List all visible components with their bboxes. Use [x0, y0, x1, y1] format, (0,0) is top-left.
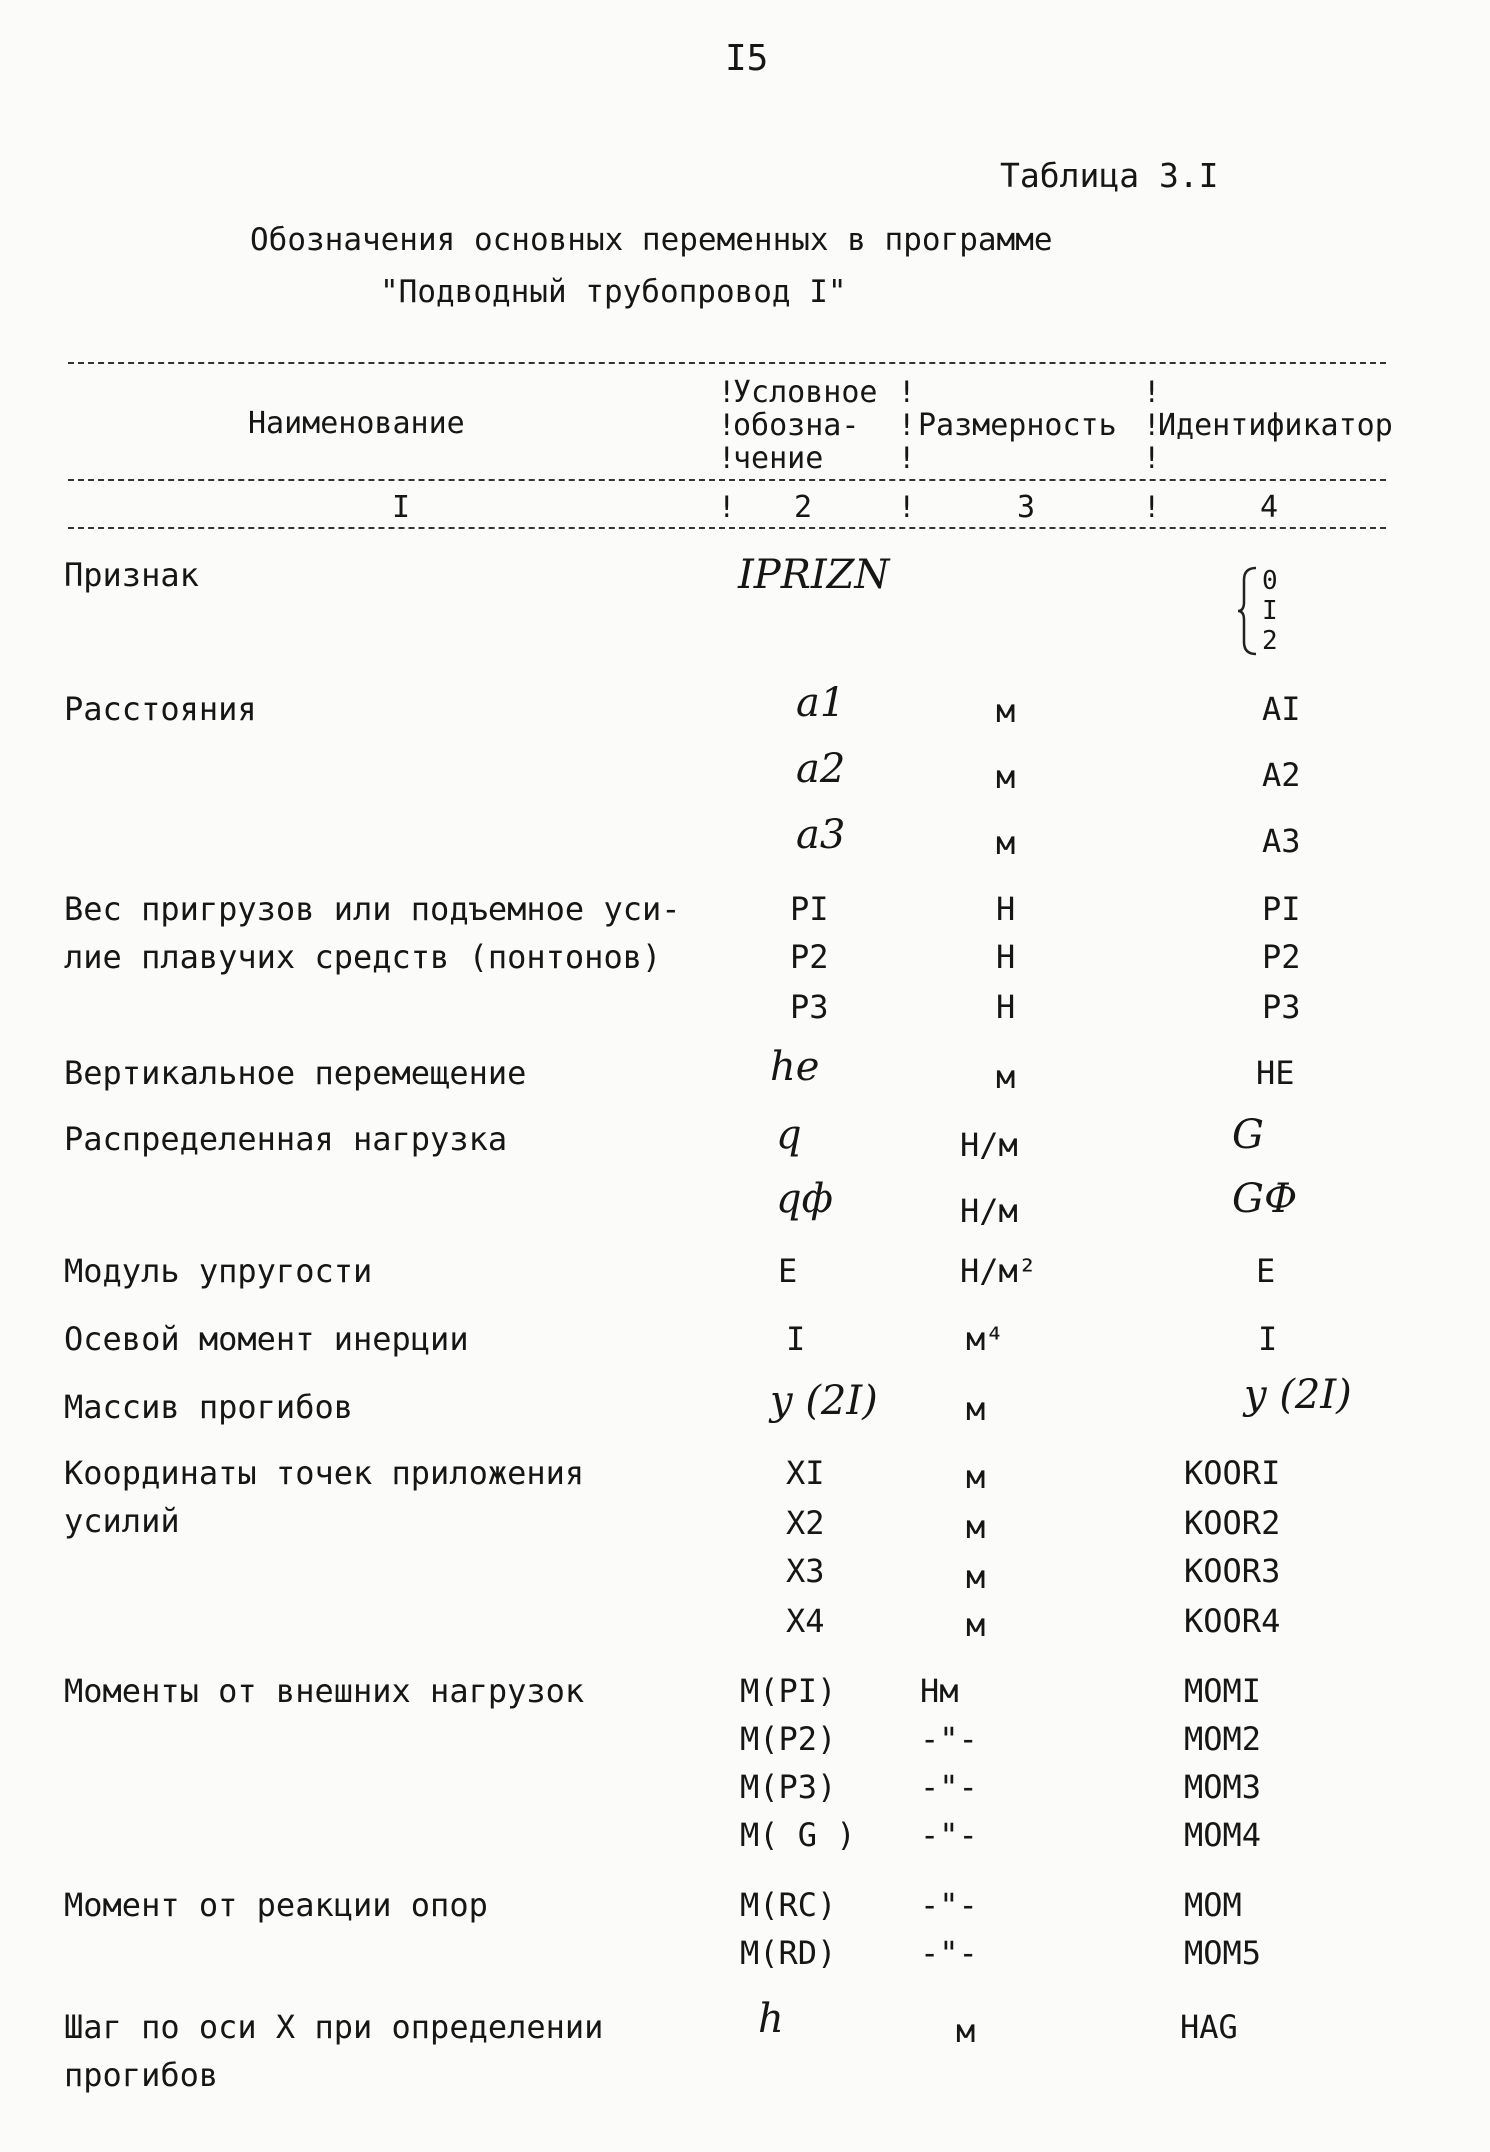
- symbol-x2: X2: [786, 1504, 825, 1542]
- unit-y: м: [966, 1390, 986, 1428]
- symbol-x4: X4: [786, 1602, 825, 1640]
- symbol-priznak: IPRIZN: [738, 552, 890, 598]
- header-bottom-rule: [68, 527, 1386, 529]
- header-unit: Размерность: [918, 408, 1117, 443]
- id-mom3: MOM3: [1184, 1768, 1262, 1806]
- id-p3: P3: [1262, 988, 1301, 1026]
- unit-he: м: [996, 1058, 1016, 1096]
- row-name-moment-in: Осевой момент инерции: [64, 1320, 469, 1358]
- table-title-line1: Обозначения основных переменных в программе: [250, 222, 1053, 258]
- row-name-koord-line1: Координаты точек приложения: [64, 1454, 585, 1492]
- unit-m-p1: Нм: [920, 1672, 959, 1710]
- symbol-m-rc: M(RC): [740, 1886, 837, 1924]
- page-number: I5: [725, 38, 769, 79]
- header-separator: !: [898, 441, 916, 475]
- table-title-line2: "Подводный трубопровод I": [380, 274, 847, 310]
- symbol-m-p3: M(P3): [740, 1768, 837, 1806]
- id-g: G: [1232, 1112, 1264, 1158]
- unit-qf: Н/м: [960, 1192, 1018, 1230]
- brace-icon: [1236, 566, 1258, 656]
- id-mom5: MOM5: [1184, 1934, 1262, 1972]
- brace-value: 0: [1262, 566, 1278, 596]
- header-top-rule: [68, 362, 1386, 364]
- header-separator: !: [718, 490, 736, 524]
- unit-i: м⁴: [966, 1320, 1005, 1358]
- symbol-p1: PI: [790, 890, 829, 928]
- id-e: E: [1256, 1252, 1276, 1290]
- header-separator: !: [1143, 408, 1161, 442]
- id-koor1: KOORI: [1184, 1454, 1281, 1492]
- id-he: HE: [1256, 1054, 1295, 1092]
- symbol-y: y (2I): [770, 1378, 878, 1424]
- symbol-q: q: [776, 1112, 802, 1158]
- unit-m-rc: -"-: [920, 1886, 978, 1924]
- unit-p1: Н: [996, 890, 1016, 928]
- unit-h: м: [956, 2012, 976, 2050]
- id-mom: MOM: [1184, 1886, 1242, 1924]
- symbol-p2: P2: [790, 938, 829, 976]
- symbol-he: he: [770, 1044, 820, 1090]
- row-name-shag-line1: Шаг по оси X при определении: [64, 2008, 604, 2046]
- id-mom1: MOMI: [1184, 1672, 1262, 1710]
- id-gf: GФ: [1232, 1176, 1298, 1222]
- id-p1: PI: [1262, 890, 1301, 928]
- header-name: Наименование: [248, 406, 465, 441]
- id-mom4: MOM4: [1184, 1816, 1262, 1854]
- header-symbol-l3: чение: [733, 441, 824, 476]
- brace-value: 2: [1262, 626, 1278, 656]
- symbol-e: E: [778, 1252, 798, 1290]
- symbol-a3: a3: [796, 812, 846, 858]
- row-name-ves-line2: лие плавучих средств (понтонов): [64, 938, 662, 976]
- header-separator: !: [718, 375, 736, 409]
- row-name-raspr: Распределенная нагрузка: [64, 1120, 508, 1158]
- unit-m-rd: -"-: [920, 1934, 978, 1972]
- id-koor3: KOOR3: [1184, 1552, 1281, 1590]
- header-symbol-l2: обозна-: [733, 408, 860, 443]
- column-number-1: I: [392, 490, 411, 525]
- header-separator: !: [1143, 441, 1161, 475]
- unit-a2: м: [996, 758, 1016, 796]
- header-separator: !: [898, 408, 916, 442]
- row-name-shag-line2: прогибов: [64, 2056, 219, 2094]
- unit-m-g: -"-: [920, 1816, 978, 1854]
- id-mom2: MOM2: [1184, 1720, 1262, 1758]
- symbol-p3: P3: [790, 988, 829, 1026]
- header-mid-rule: [68, 479, 1386, 481]
- symbol-i: I: [786, 1320, 806, 1358]
- header-separator: !: [898, 490, 916, 524]
- symbol-qf: qф: [776, 1176, 833, 1222]
- header-separator: !: [1143, 375, 1161, 409]
- column-number-2: 2: [794, 490, 813, 525]
- row-name-ves-line1: Вес пригрузов или подъемное уси-: [64, 890, 681, 928]
- row-name-rasst: Расстояния: [64, 690, 257, 728]
- row-name-vert: Вертикальное перемещение: [64, 1054, 527, 1092]
- unit-p3: Н: [996, 988, 1016, 1026]
- row-name-koord-line2: усилий: [64, 1502, 180, 1540]
- header-separator: !: [898, 375, 916, 409]
- unit-e: Н/м²: [960, 1252, 1038, 1290]
- symbol-h: h: [758, 1996, 784, 2042]
- symbol-m-p2: M(P2): [740, 1720, 837, 1758]
- id-hag: HAG: [1180, 2008, 1238, 2046]
- unit-p2: Н: [996, 938, 1016, 976]
- row-name-massiv: Массив прогибов: [64, 1388, 353, 1426]
- unit-q: Н/м: [960, 1126, 1018, 1164]
- unit-a3: м: [996, 824, 1016, 862]
- unit-x3: м: [966, 1558, 986, 1596]
- unit-m-p3: -"-: [920, 1768, 978, 1806]
- unit-x4: м: [966, 1606, 986, 1644]
- row-name-modul: Модуль упругости: [64, 1252, 373, 1290]
- id-koor4: KOOR4: [1184, 1602, 1281, 1640]
- unit-m-p2: -"-: [920, 1720, 978, 1758]
- unit-x2: м: [966, 1508, 986, 1546]
- symbol-a1: a1: [796, 680, 846, 726]
- row-name-priznak: Признак: [64, 556, 199, 594]
- id-koor2: KOOR2: [1184, 1504, 1281, 1542]
- table-label: Таблица 3.I: [1000, 156, 1219, 195]
- header-separator: !: [1143, 490, 1161, 524]
- unit-x1: м: [966, 1458, 986, 1496]
- header-separator: !: [718, 408, 736, 442]
- id-i: I: [1258, 1320, 1278, 1358]
- header-separator: !: [718, 441, 736, 475]
- symbol-a2: a2: [796, 746, 846, 792]
- row-name-moment-reac: Момент от реакции опор: [64, 1886, 488, 1924]
- symbol-m-rd: M(RD): [740, 1934, 837, 1972]
- symbol-m-g: M( G ): [740, 1816, 856, 1854]
- id-p2: P2: [1262, 938, 1301, 976]
- id-a3: A3: [1262, 822, 1301, 860]
- symbol-m-p1: M(PI): [740, 1672, 837, 1710]
- header-identifier: Идентификатор: [1158, 408, 1393, 443]
- id-a1: AI: [1262, 690, 1301, 728]
- column-number-3: 3: [1017, 490, 1036, 525]
- column-number-4: 4: [1260, 490, 1279, 525]
- brace-value: I: [1262, 596, 1278, 626]
- symbol-x1: XI: [786, 1454, 825, 1492]
- header-symbol-l1: Условное: [733, 375, 878, 410]
- row-name-moment-ext: Моменты от внешних нагрузок: [64, 1672, 585, 1710]
- id-y: y (2I): [1244, 1372, 1352, 1418]
- id-a2: A2: [1262, 756, 1301, 794]
- symbol-x3: X3: [786, 1552, 825, 1590]
- unit-a1: м: [996, 692, 1016, 730]
